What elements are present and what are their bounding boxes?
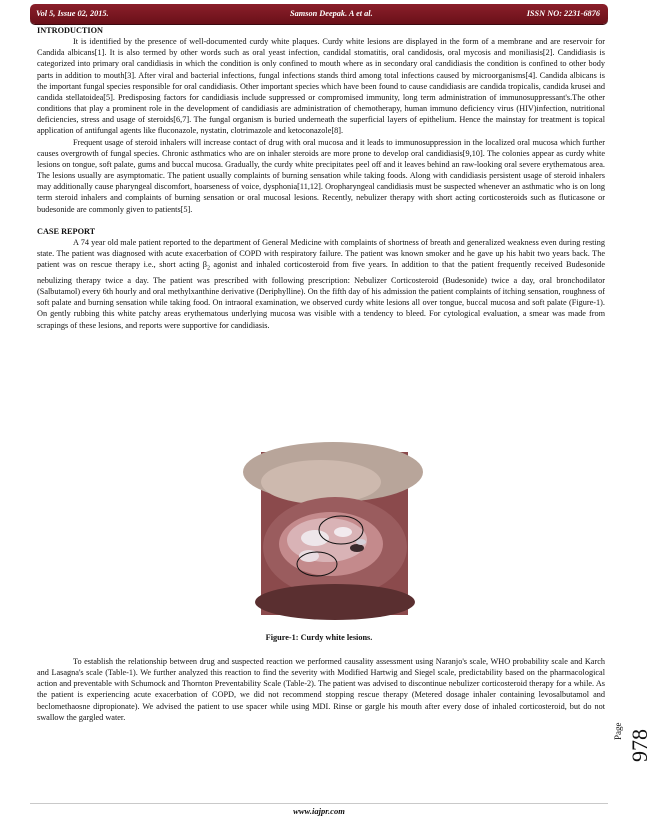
footer-url[interactable]: www.iajpr.com xyxy=(293,806,345,816)
causality-paragraph: To establish the relationship between drug and suspected reaction we performed causality assessment using Naranjo's scale, WHO probability scale and Karch and Lasagna's scale (Table-1). We further analyzed this reaction to find the severity with Modified Hartwig and Siegel scale, predictability based on the pharmacological action and preventable with Schumock and Thornton Preventability Scale (Table-2). The patient was advised to discontinue nebulizer corticosteroid therapy for a while. As the patient is experiencing acute exacerbation of COPD, we did not recommend stopping rescue therapy (Metered dosage inhaler containing levosalbutamol and beclomethaosne dipropionate). We advised the patient to use spacer while using MDI. Rinse or gargle his mouth after every dose of inhaled corticosteroid, but do not swallow the gargled water. xyxy=(37,657,605,722)
page-number-label xyxy=(611,700,652,778)
intro-paragraph-1: It is identified by the presence of well-documented curdy white plaques. Curdy white lesions are displayed in the form of a membrane and are reservoir for Candida albicans[1]. It is also termed by other words such as oral yeast infection, candidal stomatitis, oral candidosis, oral mycosis and moniliasis[2]. Candidiasis is categorized into primary oral candidiasis in which the condition is only confined to mouth where as in secondary oral candidiasis the condition is confined to other body parts in addition to mouth[3]. After viral and bacterial infections, fungal infections stands third among total infections caused by microorganisms[4]. Candida albicans is the important fungal species responsible for oral candidiasis. Other important species which have been found to cause candidiasis are candida tropicalis, candida krusei and candida stellatoidea[5]. Predisposing factors for candidiasis include suppressed or compromised immunity, long term administration of immunosuppressant's.The other conditions that play a prominent role in the development of candidiasis are administration of chemotherapy, human immuno deficiency virus (HIV)infection, nutritional deficiencies, stress and usage of steroids[6,7]. The fungal organism is buried underneath the superficial layers of epithelium. Hence the mainstay for treatment is topical application of antifungal agents like fluconazole, nystatin, clotrimazole and ketoconazole[8]. xyxy=(37,37,605,136)
page-number: 978 xyxy=(627,729,652,762)
section-heading-introduction: INTRODUCTION xyxy=(37,26,104,35)
figure-oral-lesions-photo xyxy=(261,452,408,615)
volume-issue: Vol 5, Issue 02, 2015. xyxy=(36,9,109,18)
figure-caption: Figure-1: Curdy white lesions. xyxy=(265,633,373,642)
journal-header-bar xyxy=(30,4,608,24)
case-paragraph-1 xyxy=(37,237,605,331)
intro-paragraph-2: Frequent usage of steroid inhalers will increase contact of drug with oral mucosa and it leads to immunosuppression in the localized oral mucosa which further causes overgrowth of fungal species. Chronic asthmatics who are on inhaler steroids are more prone to develop oral candidiasis[9,10]. The colonies appear as curdy white lesions on tongue, soft palate, gums and buccal mucosa. Gradually, the curdy white precipitates peel off and it leaves behind an raw-looking oral severe erythematous area. The lesions usually are asymptomatic. The patient usually complaints of burning sensation while taking foods. Along with candidiasis persistent usage of steroid inhalers may additionally cause pharyngeal discomfort, hoarseness of voice, dysphonia[11,12]. Oropharyngeal candidiasis must be suspected whenever an asthmatic who is on long term steroid inhalers and complaints of burning sensation or oral mucosal lesions. Recently, nebulizer therapy with short acting corticosteroids such as fluticasone or budesonide are commonly given to patients[5]. xyxy=(37,137,605,214)
section-heading-case-report: CASE REPORT xyxy=(37,226,96,236)
issn: ISSN NO: 2231-6876 xyxy=(526,9,600,18)
article-body-continued xyxy=(37,656,605,723)
case-text-a: A 74 year old male patient reported to the department of General Medicine with complaints of shortness of breath and generalized weakness even during resting state. The patient was diagnosed with acute exacerbation of COPD with respiratory failure. The patient was known smoker and he gave up his habit two years back. The patient was on rescue therapy i.e., short acting β xyxy=(37,237,605,270)
article-body xyxy=(37,25,605,331)
case-text-b: agonist and inhaled corticosteroid from five years. In addition to that the patient frequently received Budesonide nebulizing therapy twice a day. The patient was prescribed with following prescription: Nebulizer Corticosteroid (Budesonide) twice a day, oral bronchodilator (Salbutamol) every 6th hourly and oral methylxanthine derivative (Deriphylline). On the fifth day of his admission the patient complaints of itching sensation, roughness of soft palate and burning sensation while taking food. On intraoral examination, we observed curdy white lesions all over tongue, buccal mucosa and soft palate (Figure-1). On gently rubbing this white patchy areas erythematous underlying mucosa was visible with a tendency to bleed. For cytological evaluation, a smear was made from scrapings of these lesions, and reports were supportive for candidiasis. xyxy=(37,260,605,330)
page-word: Page xyxy=(613,722,623,740)
mouth-photo-illustration xyxy=(261,452,408,615)
footer-divider xyxy=(30,803,608,804)
beta-subscript: 2 xyxy=(206,265,210,272)
authors: Samson Deepak. A et al. xyxy=(290,9,373,18)
